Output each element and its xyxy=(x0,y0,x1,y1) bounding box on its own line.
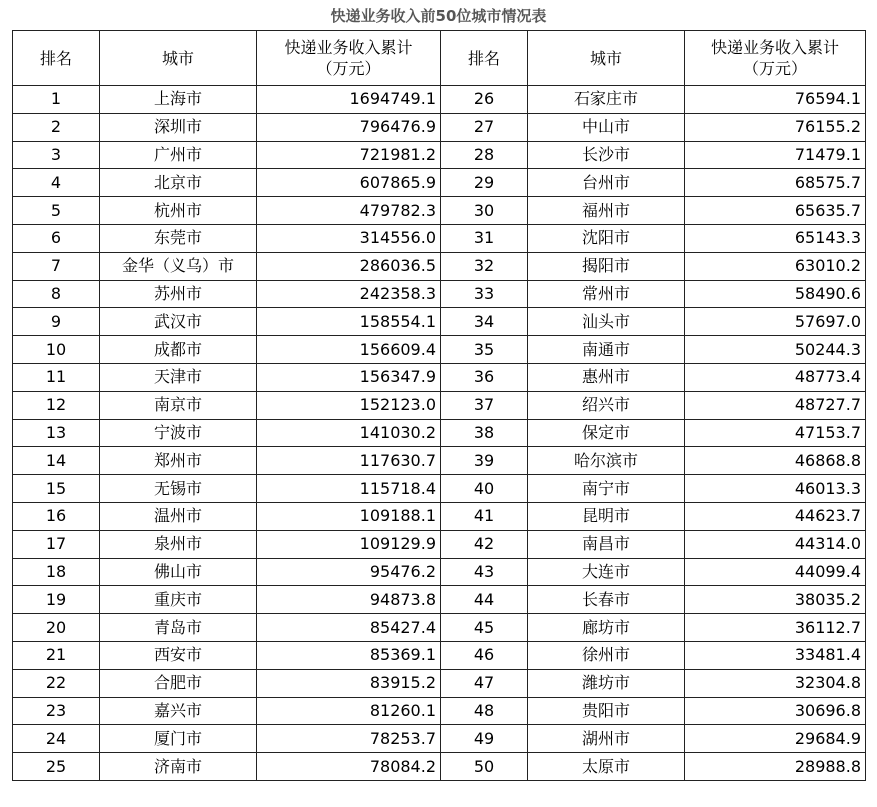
cell-rank: 49 xyxy=(441,725,528,753)
cell-rank: 50 xyxy=(441,753,528,781)
table-row xyxy=(13,641,866,669)
cell-city: 湖州市 xyxy=(528,725,685,753)
cell-rank: 22 xyxy=(13,669,100,697)
cell-rank: 20 xyxy=(13,614,100,642)
table-row xyxy=(13,280,866,308)
table-row xyxy=(13,753,866,781)
cell-city: 汕头市 xyxy=(528,308,685,336)
cell-revenue: 46013.3 xyxy=(685,475,866,503)
header-value-right xyxy=(685,31,866,86)
cell-city: 潍坊市 xyxy=(528,669,685,697)
cell-rank: 23 xyxy=(13,697,100,725)
cell-revenue: 46868.8 xyxy=(685,447,866,475)
table-row xyxy=(13,530,866,558)
cell-city: 深圳市 xyxy=(100,113,257,141)
cell-rank: 48 xyxy=(441,697,528,725)
cell-rank: 28 xyxy=(441,141,528,169)
cell-rank: 42 xyxy=(441,530,528,558)
cell-revenue: 36112.7 xyxy=(685,614,866,642)
cell-rank: 30 xyxy=(441,197,528,225)
cell-city: 惠州市 xyxy=(528,363,685,391)
table-row xyxy=(13,669,866,697)
cell-city: 哈尔滨市 xyxy=(528,447,685,475)
cell-city: 太原市 xyxy=(528,753,685,781)
cell-revenue: 33481.4 xyxy=(685,641,866,669)
cell-rank: 39 xyxy=(441,447,528,475)
cell-city: 金华（义乌）市 xyxy=(100,252,257,280)
cell-revenue: 58490.6 xyxy=(685,280,866,308)
cell-city: 南京市 xyxy=(100,391,257,419)
cell-revenue: 32304.8 xyxy=(685,669,866,697)
cell-revenue: 242358.3 xyxy=(257,280,441,308)
cell-revenue: 479782.3 xyxy=(257,197,441,225)
cell-city: 昆明市 xyxy=(528,502,685,530)
cell-revenue: 50244.3 xyxy=(685,336,866,364)
cell-city: 宁波市 xyxy=(100,419,257,447)
table-row xyxy=(13,252,866,280)
cell-city: 广州市 xyxy=(100,141,257,169)
table-row xyxy=(13,502,866,530)
cell-revenue: 158554.1 xyxy=(257,308,441,336)
cell-city: 长春市 xyxy=(528,586,685,614)
cell-city: 石家庄市 xyxy=(528,86,685,114)
cell-city: 佛山市 xyxy=(100,558,257,586)
cell-revenue: 796476.9 xyxy=(257,113,441,141)
cell-city: 徐州市 xyxy=(528,641,685,669)
table-row xyxy=(13,447,866,475)
table-row xyxy=(13,224,866,252)
cell-revenue: 95476.2 xyxy=(257,558,441,586)
cell-city: 天津市 xyxy=(100,363,257,391)
cell-revenue: 607865.9 xyxy=(257,169,441,197)
cell-revenue: 47153.7 xyxy=(685,419,866,447)
cell-rank: 3 xyxy=(13,141,100,169)
table-row xyxy=(13,169,866,197)
cell-revenue: 65635.7 xyxy=(685,197,866,225)
cell-rank: 14 xyxy=(13,447,100,475)
cell-rank: 33 xyxy=(441,280,528,308)
cell-city: 无锡市 xyxy=(100,475,257,503)
header-rank-left: 排名 xyxy=(13,31,100,86)
cell-rank: 18 xyxy=(13,558,100,586)
cell-revenue: 63010.2 xyxy=(685,252,866,280)
cell-revenue: 48727.7 xyxy=(685,391,866,419)
cell-rank: 21 xyxy=(13,641,100,669)
cell-rank: 19 xyxy=(13,586,100,614)
cell-city: 揭阳市 xyxy=(528,252,685,280)
cell-city: 泉州市 xyxy=(100,530,257,558)
cell-rank: 8 xyxy=(13,280,100,308)
table-row xyxy=(13,697,866,725)
cell-city: 中山市 xyxy=(528,113,685,141)
cell-revenue: 30696.8 xyxy=(685,697,866,725)
cell-city: 温州市 xyxy=(100,502,257,530)
table-row xyxy=(13,614,866,642)
cell-city: 南通市 xyxy=(528,336,685,364)
table-row xyxy=(13,558,866,586)
header-value-line1: 快递业务收入累计 xyxy=(284,38,413,57)
cell-city: 苏州市 xyxy=(100,280,257,308)
cell-rank: 41 xyxy=(441,502,528,530)
cell-city: 大连市 xyxy=(528,558,685,586)
table-row xyxy=(13,113,866,141)
table-row xyxy=(13,141,866,169)
cell-rank: 38 xyxy=(441,419,528,447)
cell-rank: 31 xyxy=(441,224,528,252)
cell-revenue: 83915.2 xyxy=(257,669,441,697)
cell-city: 绍兴市 xyxy=(528,391,685,419)
cell-city: 保定市 xyxy=(528,419,685,447)
cell-city: 合肥市 xyxy=(100,669,257,697)
cell-rank: 11 xyxy=(13,363,100,391)
cell-rank: 15 xyxy=(13,475,100,503)
cell-rank: 4 xyxy=(13,169,100,197)
table-row xyxy=(13,363,866,391)
express-revenue-table xyxy=(12,30,866,781)
header-city-right: 城市 xyxy=(528,31,685,86)
cell-rank: 37 xyxy=(441,391,528,419)
cell-city: 青岛市 xyxy=(100,614,257,642)
cell-rank: 43 xyxy=(441,558,528,586)
cell-city: 上海市 xyxy=(100,86,257,114)
cell-city: 台州市 xyxy=(528,169,685,197)
cell-revenue: 286036.5 xyxy=(257,252,441,280)
header-value-left xyxy=(257,31,441,86)
cell-rank: 9 xyxy=(13,308,100,336)
cell-rank: 16 xyxy=(13,502,100,530)
cell-revenue: 721981.2 xyxy=(257,141,441,169)
cell-city: 厦门市 xyxy=(100,725,257,753)
cell-rank: 47 xyxy=(441,669,528,697)
cell-revenue: 44099.4 xyxy=(685,558,866,586)
cell-rank: 5 xyxy=(13,197,100,225)
cell-revenue: 1694749.1 xyxy=(257,86,441,114)
table-row xyxy=(13,197,866,225)
cell-revenue: 38035.2 xyxy=(685,586,866,614)
header-value-line2: （万元） xyxy=(316,59,381,78)
cell-revenue: 141030.2 xyxy=(257,419,441,447)
cell-rank: 7 xyxy=(13,252,100,280)
cell-city: 东莞市 xyxy=(100,224,257,252)
cell-city: 福州市 xyxy=(528,197,685,225)
cell-revenue: 115718.4 xyxy=(257,475,441,503)
table-row xyxy=(13,308,866,336)
cell-city: 沈阳市 xyxy=(528,224,685,252)
table-row xyxy=(13,725,866,753)
cell-revenue: 29684.9 xyxy=(685,725,866,753)
cell-rank: 36 xyxy=(441,363,528,391)
cell-city: 廊坊市 xyxy=(528,614,685,642)
cell-revenue: 109188.1 xyxy=(257,502,441,530)
cell-rank: 40 xyxy=(441,475,528,503)
cell-rank: 13 xyxy=(13,419,100,447)
cell-city: 济南市 xyxy=(100,753,257,781)
cell-rank: 46 xyxy=(441,641,528,669)
cell-revenue: 78084.2 xyxy=(257,753,441,781)
cell-city: 重庆市 xyxy=(100,586,257,614)
cell-rank: 6 xyxy=(13,224,100,252)
cell-city: 贵阳市 xyxy=(528,697,685,725)
cell-city: 长沙市 xyxy=(528,141,685,169)
cell-city: 成都市 xyxy=(100,336,257,364)
header-row xyxy=(13,31,866,86)
cell-revenue: 152123.0 xyxy=(257,391,441,419)
cell-rank: 35 xyxy=(441,336,528,364)
table-row xyxy=(13,86,866,114)
cell-city: 常州市 xyxy=(528,280,685,308)
table-row xyxy=(13,475,866,503)
cell-rank: 12 xyxy=(13,391,100,419)
cell-revenue: 68575.7 xyxy=(685,169,866,197)
cell-city: 西安市 xyxy=(100,641,257,669)
cell-revenue: 48773.4 xyxy=(685,363,866,391)
cell-city: 南宁市 xyxy=(528,475,685,503)
table-row xyxy=(13,419,866,447)
cell-rank: 24 xyxy=(13,725,100,753)
cell-revenue: 81260.1 xyxy=(257,697,441,725)
cell-rank: 34 xyxy=(441,308,528,336)
cell-revenue: 76155.2 xyxy=(685,113,866,141)
header-city-left: 城市 xyxy=(100,31,257,86)
table-row xyxy=(13,336,866,364)
cell-rank: 45 xyxy=(441,614,528,642)
cell-city: 杭州市 xyxy=(100,197,257,225)
cell-revenue: 76594.1 xyxy=(685,86,866,114)
table-row xyxy=(13,586,866,614)
cell-rank: 29 xyxy=(441,169,528,197)
cell-city: 南昌市 xyxy=(528,530,685,558)
cell-rank: 2 xyxy=(13,113,100,141)
table-body xyxy=(13,86,866,781)
cell-revenue: 28988.8 xyxy=(685,753,866,781)
cell-rank: 44 xyxy=(441,586,528,614)
header-value-line2: （万元） xyxy=(742,59,807,78)
cell-revenue: 44314.0 xyxy=(685,530,866,558)
cell-rank: 10 xyxy=(13,336,100,364)
cell-rank: 32 xyxy=(441,252,528,280)
page-title: 快递业务收入前50位城市情况表 xyxy=(330,7,547,25)
cell-rank: 27 xyxy=(441,113,528,141)
cell-rank: 26 xyxy=(441,86,528,114)
cell-city: 嘉兴市 xyxy=(100,697,257,725)
cell-revenue: 85427.4 xyxy=(257,614,441,642)
cell-revenue: 156347.9 xyxy=(257,363,441,391)
cell-revenue: 44623.7 xyxy=(685,502,866,530)
cell-rank: 25 xyxy=(13,753,100,781)
header-rank-right: 排名 xyxy=(441,31,528,86)
cell-revenue: 314556.0 xyxy=(257,224,441,252)
cell-revenue: 117630.7 xyxy=(257,447,441,475)
cell-revenue: 85369.1 xyxy=(257,641,441,669)
cell-rank: 17 xyxy=(13,530,100,558)
cell-city: 武汉市 xyxy=(100,308,257,336)
cell-city: 郑州市 xyxy=(100,447,257,475)
cell-revenue: 71479.1 xyxy=(685,141,866,169)
table-row xyxy=(13,391,866,419)
cell-revenue: 156609.4 xyxy=(257,336,441,364)
cell-revenue: 109129.9 xyxy=(257,530,441,558)
cell-revenue: 57697.0 xyxy=(685,308,866,336)
cell-rank: 1 xyxy=(13,86,100,114)
cell-revenue: 94873.8 xyxy=(257,586,441,614)
header-value-line1: 快递业务收入累计 xyxy=(710,38,839,57)
cell-city: 北京市 xyxy=(100,169,257,197)
cell-revenue: 78253.7 xyxy=(257,725,441,753)
cell-revenue: 65143.3 xyxy=(685,224,866,252)
